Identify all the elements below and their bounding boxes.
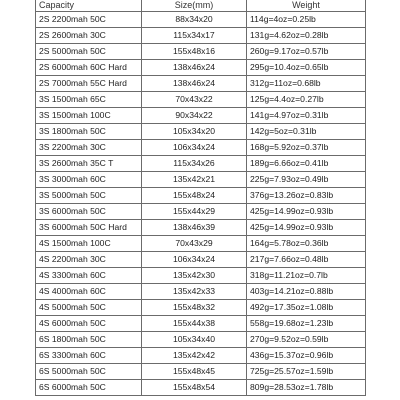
cell-size: 70x43x29 (142, 236, 247, 252)
cell-capacity: 3S 1500mah 100C (36, 108, 142, 124)
cell-weight: 189g=6.66oz=0.41lb (247, 156, 366, 172)
cell-size: 88x34x20 (142, 12, 247, 28)
cell-weight: 492g=17.35oz=1.08lb (247, 300, 366, 316)
cell-weight: 164g=5.78oz=0.36lb (247, 236, 366, 252)
cell-size: 155x48x24 (142, 188, 247, 204)
table-row (36, 92, 366, 108)
cell-capacity: 4S 4000mah 60C (36, 284, 142, 300)
cell-weight: 217g=7.66oz=0.48lb (247, 252, 366, 268)
cell-capacity: 3S 1800mah 50C (36, 124, 142, 140)
table-body (36, 12, 366, 396)
table-row (36, 300, 366, 316)
cell-capacity: 4S 5000mah 50C (36, 300, 142, 316)
cell-size: 155x48x54 (142, 380, 247, 396)
column-header-size: Size(mm) (142, 0, 247, 12)
table-row (36, 316, 366, 332)
cell-size: 105x34x20 (142, 124, 247, 140)
cell-capacity: 2S 7000mah 55C Hard (36, 76, 142, 92)
cell-capacity: 2S 5000mah 50C (36, 44, 142, 60)
cell-capacity: 2S 2600mah 30C (36, 28, 142, 44)
cell-size: 135x42x21 (142, 172, 247, 188)
cell-capacity: 3S 6000mah 50C (36, 204, 142, 220)
cell-size: 138x46x24 (142, 76, 247, 92)
cell-weight: 142g=5oz=0.31lb (247, 124, 366, 140)
cell-weight: 725g=25.57oz=1.59lb (247, 364, 366, 380)
cell-size: 138x46x39 (142, 220, 247, 236)
table-row (36, 44, 366, 60)
table-row (36, 284, 366, 300)
cell-weight: 131g=4.62oz=0.28lb (247, 28, 366, 44)
cell-size: 155x48x16 (142, 44, 247, 60)
cell-capacity: 3S 6000mah 50C Hard (36, 220, 142, 236)
cell-capacity: 4S 3300mah 60C (36, 268, 142, 284)
cell-capacity: 6S 3300mah 60C (36, 348, 142, 364)
cell-size: 135x42x33 (142, 284, 247, 300)
cell-weight: 270g=9.52oz=0.59lb (247, 332, 366, 348)
table-row (36, 268, 366, 284)
cell-size: 135x42x30 (142, 268, 247, 284)
cell-weight: 114g=4oz=0.25lb (247, 12, 366, 28)
header-row (36, 0, 366, 12)
table-row (36, 204, 366, 220)
cell-weight: 436g=15.37oz=0.96lb (247, 348, 366, 364)
table-row (36, 60, 366, 76)
cell-size: 115x34x17 (142, 28, 247, 44)
table-row (36, 140, 366, 156)
table-row (36, 220, 366, 236)
cell-size: 106x34x24 (142, 252, 247, 268)
cell-weight: 141g=4.97oz=0.31lb (247, 108, 366, 124)
battery-spec-sheet (35, 0, 365, 396)
cell-capacity: 3S 3000mah 60C (36, 172, 142, 188)
cell-capacity: 6S 5000mah 50C (36, 364, 142, 380)
cell-size: 106x34x24 (142, 140, 247, 156)
cell-capacity: 4S 2200mah 30C (36, 252, 142, 268)
cell-weight: 403g=14.21oz=0.88lb (247, 284, 366, 300)
cell-size: 155x48x32 (142, 300, 247, 316)
cell-weight: 558g=19.68oz=1.23lb (247, 316, 366, 332)
table-row (36, 380, 366, 396)
cell-size: 155x44x38 (142, 316, 247, 332)
cell-capacity: 6S 1800mah 50C (36, 332, 142, 348)
cell-weight: 312g=11oz=0.68lb (247, 76, 366, 92)
cell-capacity: 4S 6000mah 50C (36, 316, 142, 332)
table-row (36, 188, 366, 204)
table-row (36, 28, 366, 44)
cell-size: 138x46x24 (142, 60, 247, 76)
cell-weight: 425g=14.99oz=0.93lb (247, 220, 366, 236)
cell-weight: 168g=5.92oz=0.37lb (247, 140, 366, 156)
cell-size: 90x34x22 (142, 108, 247, 124)
cell-size: 105x34x40 (142, 332, 247, 348)
table-row (36, 348, 366, 364)
table-row (36, 252, 366, 268)
cell-capacity: 6S 6000mah 50C (36, 380, 142, 396)
battery-spec-table (35, 0, 366, 396)
column-header-weight: Weight (247, 0, 366, 12)
cell-capacity: 2S 2200mah 50C (36, 12, 142, 28)
cell-weight: 260g=9.17oz=0.57lb (247, 44, 366, 60)
table-row (36, 108, 366, 124)
cell-size: 70x43x22 (142, 92, 247, 108)
table-row (36, 124, 366, 140)
cell-size: 135x42x42 (142, 348, 247, 364)
cell-size: 155x48x45 (142, 364, 247, 380)
cell-weight: 295g=10.4oz=0.65lb (247, 60, 366, 76)
cell-capacity: 2S 6000mah 60C Hard (36, 60, 142, 76)
table-row (36, 364, 366, 380)
column-header-capacity: Capacity (36, 0, 142, 12)
table-row (36, 76, 366, 92)
cell-capacity: 3S 2200mah 30C (36, 140, 142, 156)
cell-weight: 425g=14.99oz=0.93lb (247, 204, 366, 220)
table-row (36, 332, 366, 348)
table-row (36, 236, 366, 252)
cell-weight: 376g=13.26oz=0.83lb (247, 188, 366, 204)
table-row (36, 156, 366, 172)
cell-weight: 809g=28.53oz=1.78lb (247, 380, 366, 396)
cell-weight: 125g=4.4oz=0.27lb (247, 92, 366, 108)
cell-capacity: 3S 5000mah 50C (36, 188, 142, 204)
cell-capacity: 3S 2600mah 35C T (36, 156, 142, 172)
table-row (36, 172, 366, 188)
cell-weight: 225g=7.93oz=0.49lb (247, 172, 366, 188)
cell-capacity: 4S 1500mah 100C (36, 236, 142, 252)
table-header (36, 0, 366, 12)
cell-size: 155x44x29 (142, 204, 247, 220)
cell-size: 115x34x26 (142, 156, 247, 172)
cell-weight: 318g=11.21oz=0.7lb (247, 268, 366, 284)
table-row (36, 12, 366, 28)
cell-capacity: 3S 1500mah 65C (36, 92, 142, 108)
